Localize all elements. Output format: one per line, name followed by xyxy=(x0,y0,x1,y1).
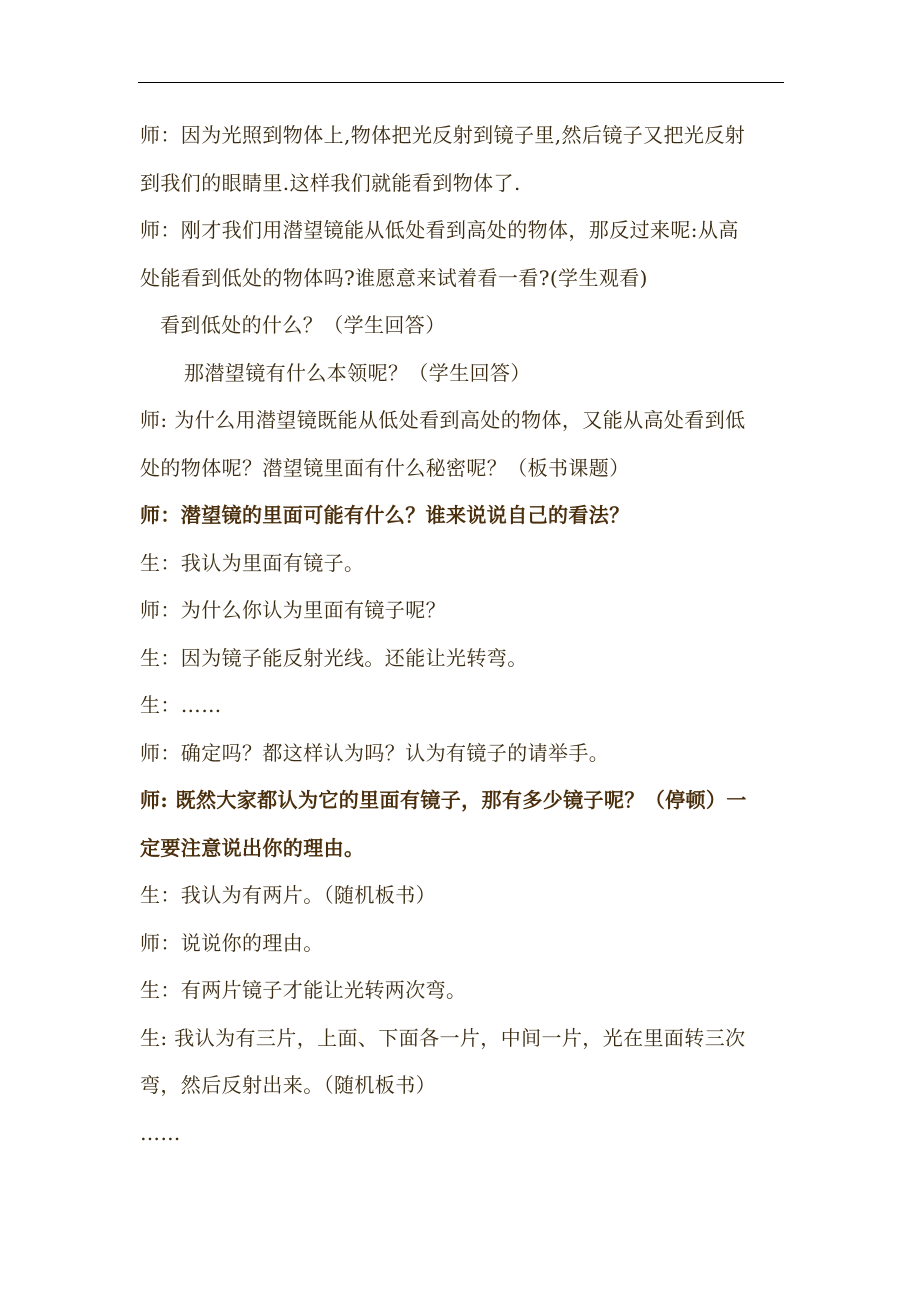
paragraph-line: 生：因为镜子能反射光线。还能让光转弯。 xyxy=(140,645,528,670)
bold-paragraph-line: 师: 既然大家都认为它的里面有镜子，那有多少镜子呢？（停顿）一 xyxy=(140,788,747,812)
paragraph-line: 生：我认为有两片。（随机板书） xyxy=(140,883,436,907)
paragraph-line: 师：为什么你认为里面有镜子呢？ xyxy=(140,598,446,622)
paragraph-line: 生：我认为里面有镜子。 xyxy=(140,550,365,575)
paragraph-line: 到我们的眼睛里.这样我们就能看到物体了. xyxy=(140,170,521,195)
paragraph-line: 那潜望镜有什么本领呢？（学生回答） xyxy=(184,360,531,385)
paragraph-line: 生：有两片镜子才能让光转两次弯。 xyxy=(140,978,467,1002)
paragraph-line: 师：确定吗？都这样认为吗？认为有镜子的请举手。 xyxy=(140,740,610,765)
paragraph-line: 师：刚才我们用潜望镜能从低处看到高处的物体，那反过来呢:从高 xyxy=(140,218,739,242)
paragraph-line: 处的物体呢？潜望镜里面有什么秘密呢？（板书课题） xyxy=(140,455,630,480)
header-rule xyxy=(138,82,784,83)
bold-paragraph-line: 定要注意说出你的理由。 xyxy=(140,835,365,860)
paragraph-line: 生：…… xyxy=(140,693,222,717)
paragraph-line: …… xyxy=(140,1120,181,1145)
paragraph-line: 师：因为光照到物体上,物体把光反射到镜子里,然后镜子又把光反射 xyxy=(140,123,746,147)
bold-paragraph-line: 师：潜望镜的里面可能有什么？谁来说说自己的看法？ xyxy=(140,503,630,527)
paragraph-line: 处能看到低处的物体吗?谁愿意来试着看一看?(学生观看) xyxy=(140,265,648,290)
paragraph-line: 弯，然后反射出来。（随机板书） xyxy=(140,1073,436,1097)
document-body xyxy=(140,112,784,1157)
paragraph-line: 师: 为什么用潜望镜既能从低处看到高处的物体，又能从高处看到低 xyxy=(140,408,746,432)
paragraph-line: 生: 我认为有三片，上面、下面各一片，中间一片，光在里面转三次 xyxy=(140,1025,746,1050)
paragraph-line: 师：说说你的理由。 xyxy=(140,930,324,955)
paragraph-line: 看到低处的什么？（学生回答） xyxy=(160,313,446,337)
